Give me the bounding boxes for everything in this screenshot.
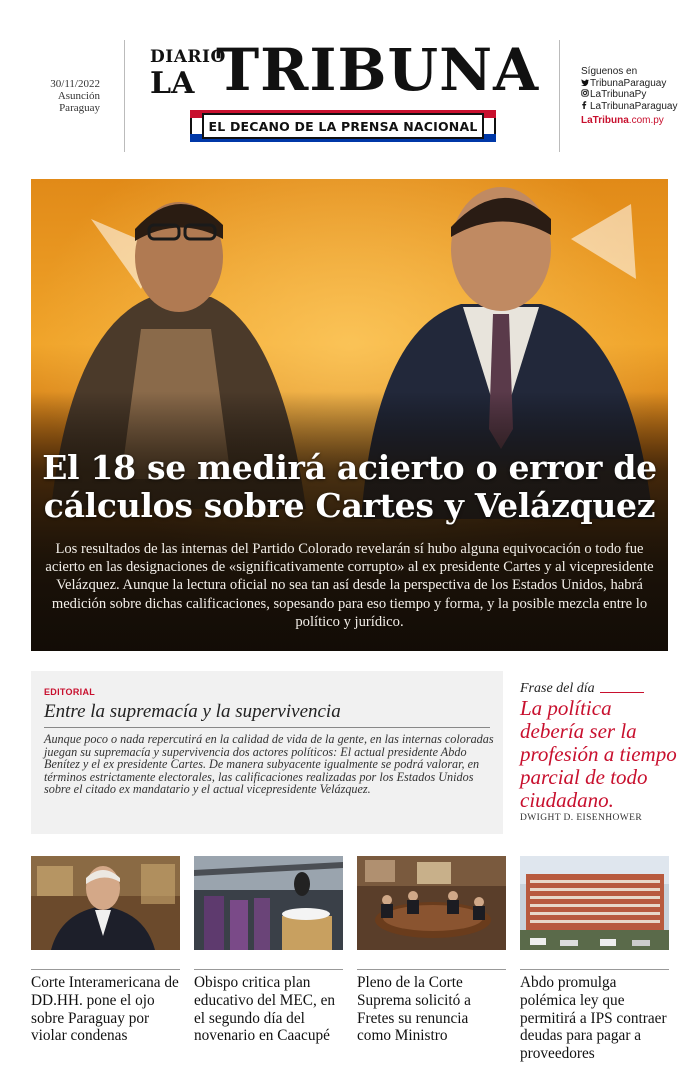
logo-diario-text: DIARIO [150,47,226,67]
news-thumbnail [194,856,343,950]
quote-divider [600,692,644,693]
news-divider [520,969,669,970]
tagline-banner [190,110,496,142]
news-divider [357,969,506,970]
edition-city: Asunción [57,90,100,102]
quote-label: Frase del día [520,681,595,696]
social-link-twitter[interactable] [581,78,677,90]
edition-date: 30/11/2022 [50,78,100,90]
news-thumbnail [31,856,180,950]
editorial-body: Aunque poco o nada repercutirá en la calidad de vida de la gente, en las internas coloradas juegan su supremacía y supervivencia dos actores políticos: El actual presidente Abdo Benítez y el ex presidente Cartes. De manera subyacente igualmente se podrá valorar, en términos estrictamente electorales, las calificaciones realizadas por los Estados Unidos sobre el citado ex mandatario y el actual vicepresidente Velázquez. [44,732,494,797]
hero-lead-paragraph: Los resultados de las internas del Partido Colorado revelarán sí hubo alguna equivocación o todo fue acierto en las designaciones de «significativamente corrupto» al ex presidente Cartes y al vicepresidente Velázquez. Aunque la lectura oficial no sea tan así desde la perspectiva de los Estados Unidos, habrá medición sobre dichas calificaciones, sopesando para eso tiempo y forma, y la posible mezcla entre lo político y jurídico. [45,541,654,630]
news-title[interactable]: Corte Interamericana de DD.HH. pone el ojo sobre Paraguay por violar condenas [31,974,179,1045]
editorial-tag: EDITORIAL [44,687,96,697]
news-card[interactable] [31,856,180,1045]
twitter-icon [581,78,590,90]
hero-headline-line2: cálculos sobre Cartes y Velázquez [43,486,656,525]
website-link[interactable] [581,115,677,127]
logo-tribuna-text: TRIBUNA [216,36,540,104]
hero-headline[interactable] [31,449,668,525]
instagram-handle: LaTribunaPy [590,89,647,100]
news-title[interactable]: Pleno de la Corte Suprema solicitó a Fretes su renuncia como Ministro [357,974,471,1045]
quote-author: DWIGHT D. EISENHOWER [520,813,643,823]
news-thumbnail [357,856,506,950]
news-divider [31,969,180,970]
edition-date-location [20,78,100,114]
news-card[interactable] [520,856,669,1063]
news-title[interactable]: Obispo critica plan educativo del MEC, en el segundo día del novenario en Caacupé [194,974,336,1045]
twitter-handle: TribunaParaguay [590,77,667,89]
editorial-divider [44,727,490,728]
follow-label: Síguenos en [581,66,638,77]
facebook-handle: LaTribunaParaguay [590,100,678,112]
news-divider [194,969,343,970]
social-links [581,66,677,127]
news-title[interactable]: Abdo promulga polémica ley que permitirá a IPS contraer deudas para pagar a proveedores [520,974,667,1063]
tagline-text: EL DECANO DE LA PRENSA NACIONAL [202,113,484,139]
hero-story[interactable] [31,179,668,651]
logo-la-text: LA [150,66,195,101]
social-link-instagram[interactable] [581,89,677,101]
header-divider-left [124,40,125,152]
edition-country: Paraguay [59,102,100,114]
facebook-icon [581,101,590,113]
news-thumbnail [520,856,669,950]
website-name: LaTribuna [581,115,629,126]
header-divider-right [559,40,560,152]
news-card[interactable] [357,856,506,1045]
editorial-title[interactable]: Entre la supremacía y la supervivencia [44,701,341,722]
instagram-icon [581,89,590,101]
hero-headline-line1: El 18 se medirá acierto o error de [42,448,657,487]
social-link-facebook[interactable] [581,101,677,113]
quote-text: La política debería ser la profesión a tiempo parcial de todo ciudadano. [520,696,677,812]
editorial-box[interactable] [31,671,503,834]
website-domain: .com.py [628,115,664,126]
news-card[interactable] [194,856,343,1045]
